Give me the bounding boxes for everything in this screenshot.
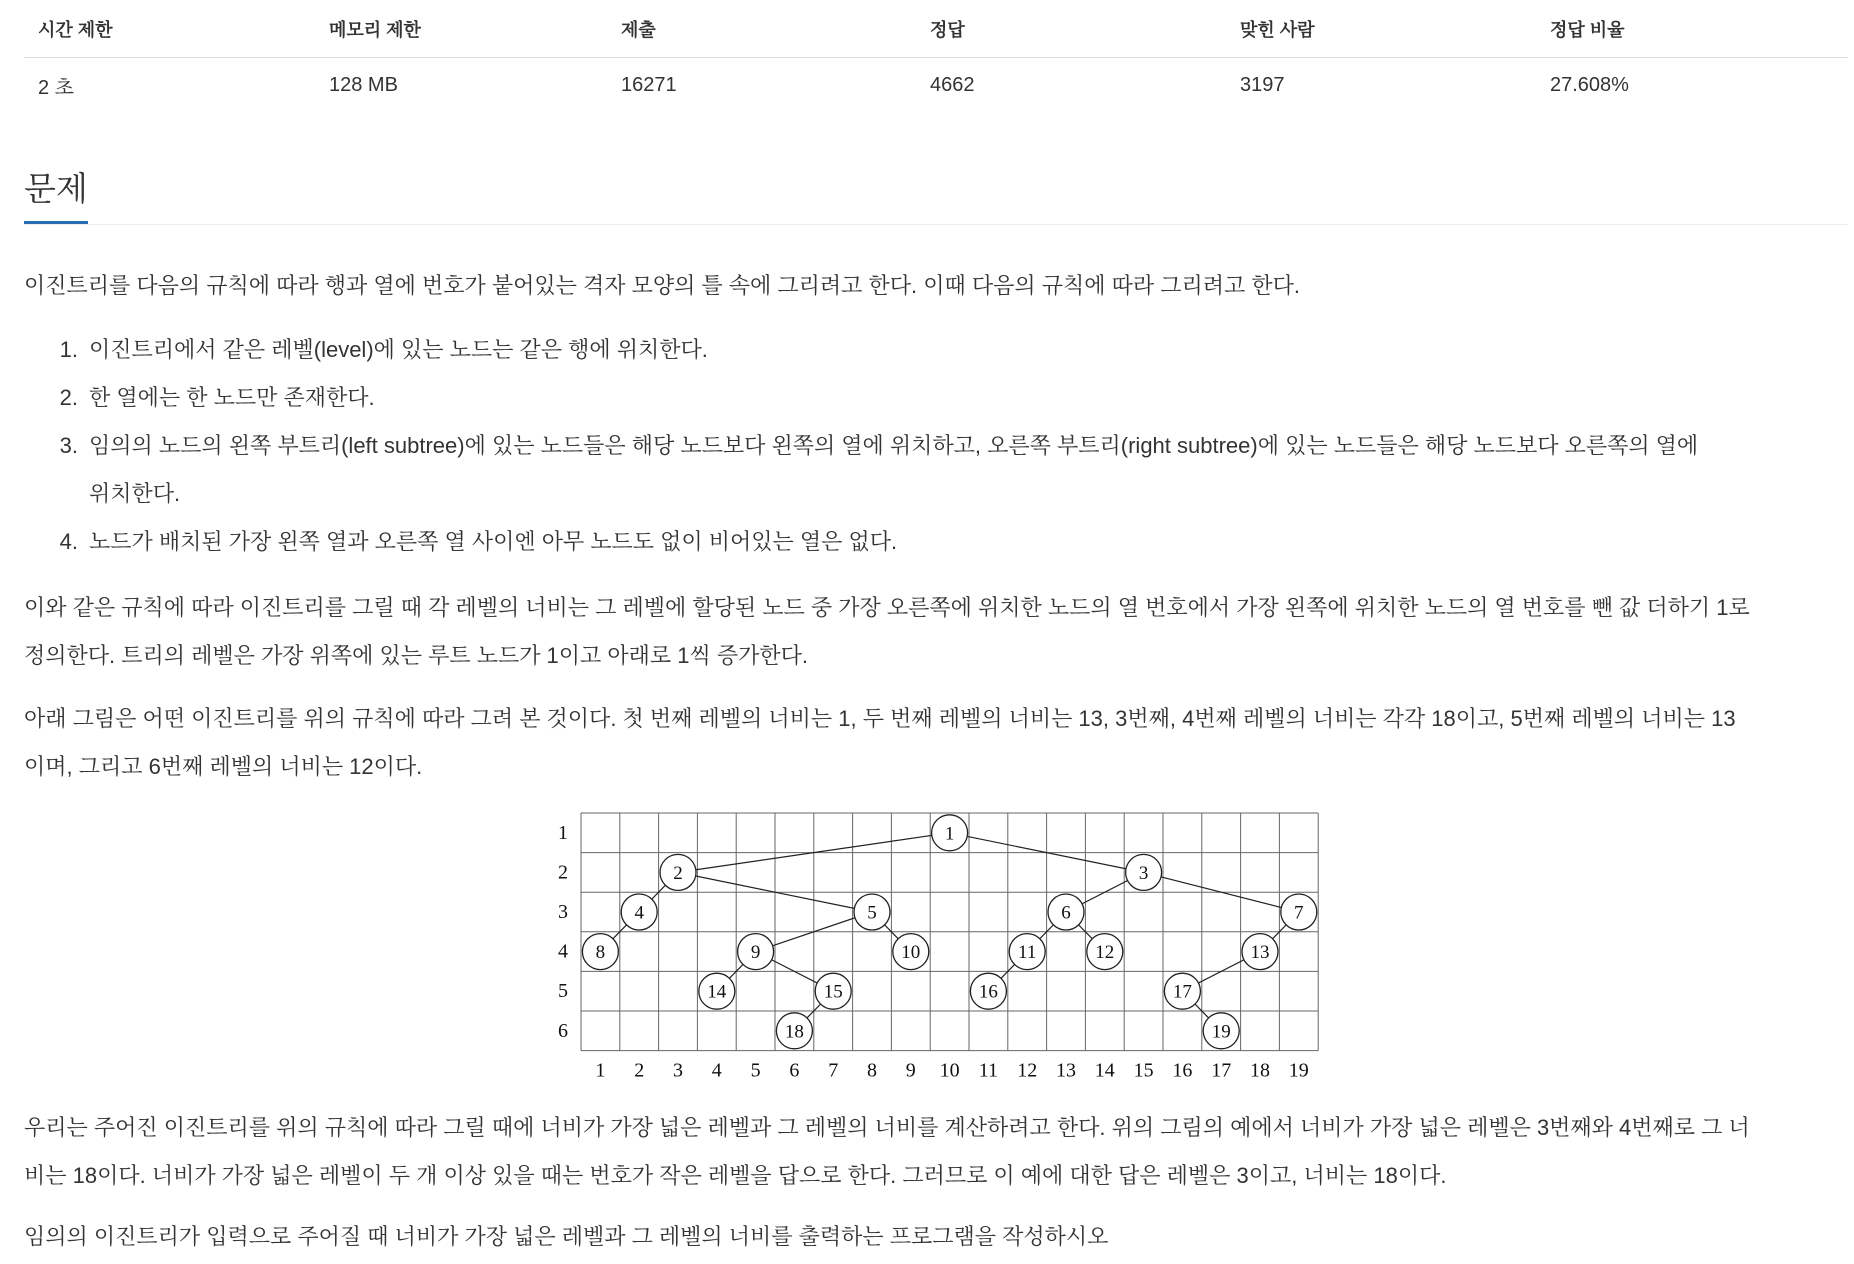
tree-node bbox=[1087, 934, 1123, 970]
problem-info-header-row bbox=[24, 0, 1848, 58]
column-label: 8 bbox=[867, 1059, 877, 1082]
column-label: 11 bbox=[978, 1059, 999, 1082]
node-label: 4 bbox=[634, 902, 644, 924]
node-label: 7 bbox=[1294, 902, 1304, 924]
tree-node bbox=[1164, 973, 1200, 1009]
tree-node bbox=[582, 934, 618, 970]
rule-text: 이진트리에서 같은 레벨(level)에 있는 노드는 같은 행에 위치한다. bbox=[89, 337, 708, 362]
width-definition-paragraph bbox=[24, 584, 1848, 680]
tree-node bbox=[1242, 934, 1278, 970]
submissions-value: 16271 bbox=[621, 73, 677, 96]
column-label: 15 bbox=[1133, 1059, 1154, 1082]
problem-page bbox=[24, 0, 1848, 1261]
column-label: 1 bbox=[595, 1059, 606, 1082]
task-paragraph: 임의의 이진트리가 입력으로 주어질 때 너비가 가장 넓은 레벨과 그 레벨의 너비를 출력하는 프로그램을 작성하시오 bbox=[24, 1224, 1109, 1249]
node-label: 8 bbox=[595, 942, 606, 964]
problem-info-table bbox=[24, 0, 1848, 112]
column-label: 3 bbox=[673, 1059, 683, 1082]
rule-item bbox=[24, 326, 1848, 374]
tree-node bbox=[776, 1013, 812, 1049]
header-memory-limit: 메모리 제한 bbox=[315, 0, 607, 58]
header-accepted: 정답 bbox=[916, 0, 1226, 58]
paragraph-line: 이와 같은 규칙에 따라 이진트리를 그릴 때 각 레벨의 너비는 그 레벨에 할당된 노드 중 가장 오른쪽에 위치한 노드의 열 번호에서 가장 왼쪽에 위치한 노드의 열 번호를 뺀 값 더하기 1로 bbox=[24, 595, 1750, 620]
problem-heading: 문제 bbox=[24, 167, 88, 224]
rule-number: 2. bbox=[59, 385, 78, 410]
tree-node bbox=[699, 973, 735, 1009]
tree-node bbox=[738, 934, 774, 970]
tree-node bbox=[660, 854, 696, 890]
paragraph-line: 이며, 그리고 6번째 레벨의 너비는 12이다. bbox=[24, 754, 423, 779]
example-description-paragraph bbox=[24, 695, 1848, 791]
tree-node bbox=[1048, 894, 1084, 930]
paragraph-line: 우리는 주어진 이진트리를 위의 규칙에 따라 그릴 때에 너비가 가장 넓은 레벨과 그 레벨의 너비를 계산하려고 한다. 위의 그림의 예에서 너비가 가장 넓은 레벨은 3번째와 4번째로 그 너 bbox=[24, 1115, 1750, 1140]
row-label: 3 bbox=[558, 901, 568, 923]
node-label: 9 bbox=[750, 942, 761, 964]
tree-node bbox=[621, 894, 657, 930]
rules-list bbox=[24, 326, 1848, 566]
header-time-limit: 시간 제한 bbox=[24, 0, 315, 58]
rule-item bbox=[24, 374, 1848, 422]
tree-node bbox=[970, 973, 1006, 1009]
accept-ratio-value: 27.608% bbox=[1550, 73, 1629, 96]
row-labels bbox=[558, 822, 568, 1042]
node-label: 3 bbox=[1138, 862, 1149, 884]
rule-number: 3. bbox=[59, 433, 78, 458]
column-label: 4 bbox=[711, 1059, 722, 1082]
column-label: 12 bbox=[1017, 1059, 1038, 1082]
column-label: 19 bbox=[1288, 1059, 1309, 1082]
node-label: 5 bbox=[867, 902, 877, 924]
row-label: 6 bbox=[558, 1019, 568, 1042]
node-label: 16 bbox=[978, 981, 998, 1003]
column-label: 2 bbox=[634, 1059, 645, 1082]
column-label: 10 bbox=[939, 1059, 960, 1082]
tree-node bbox=[932, 815, 968, 851]
header-submissions: 제출 bbox=[607, 0, 916, 58]
column-label: 6 bbox=[789, 1059, 800, 1082]
tree-node bbox=[1281, 894, 1317, 930]
node-label: 14 bbox=[707, 981, 727, 1003]
node-label: 17 bbox=[1172, 981, 1192, 1003]
rule-text: 노드가 배치된 가장 왼쪽 열과 오른쪽 열 사이엔 아무 노드도 없이 비어있는 열은 없다. bbox=[89, 529, 898, 554]
time-limit-value: 2 초 bbox=[38, 76, 74, 99]
problem-intro: 이진트리를 다음의 규칙에 따라 행과 열에 번호가 붙어있는 격자 모양의 틀 속에 그리려고 한다. 이때 다음의 규칙에 따라 그리려고 한다. bbox=[24, 273, 1300, 298]
tree-node bbox=[1126, 854, 1162, 890]
memory-limit-value: 128 MB bbox=[329, 73, 398, 96]
rule-text: 위치한다. bbox=[89, 481, 181, 506]
tree-node bbox=[1203, 1013, 1239, 1049]
tree-node bbox=[854, 894, 890, 930]
column-label: 16 bbox=[1172, 1059, 1193, 1082]
header-solved-users: 맞힌 사람 bbox=[1226, 0, 1536, 58]
row-label: 5 bbox=[558, 980, 568, 1003]
node-label: 15 bbox=[823, 981, 843, 1003]
rule-item bbox=[24, 518, 1848, 566]
node-label: 1 bbox=[944, 823, 955, 845]
tree-node bbox=[1009, 934, 1045, 970]
solved-users-value: 3197 bbox=[1240, 73, 1285, 96]
header-accept-ratio: 정답 비율 bbox=[1536, 0, 1848, 58]
column-label: 17 bbox=[1211, 1059, 1232, 1082]
rule-number: 4. bbox=[59, 529, 78, 554]
column-label: 5 bbox=[750, 1059, 761, 1082]
rule-number: 1. bbox=[59, 337, 78, 362]
node-label: 2 bbox=[673, 862, 683, 884]
row-label: 1 bbox=[558, 821, 568, 844]
column-labels bbox=[595, 1060, 1308, 1082]
problem-info-value-row bbox=[24, 58, 1848, 113]
accepted-value: 4662 bbox=[930, 73, 975, 96]
node-label: 19 bbox=[1211, 1021, 1231, 1043]
rule-text: 한 열에는 한 노드만 존재한다. bbox=[89, 385, 375, 410]
column-label: 7 bbox=[828, 1059, 839, 1082]
binary-tree-grid-figure bbox=[546, 795, 1326, 1087]
paragraph-line: 정의한다. 트리의 레벨은 가장 위쪽에 있는 루트 노드가 1이고 아래로 1씩 증가한다. bbox=[24, 643, 808, 668]
rule-text: 임의의 노드의 왼쪽 부트리(left subtree)에 있는 노드들은 해당 노드보다 왼쪽의 열에 위치하고, 오른쪽 부트리(right subtree)에 있는 노드들은 해당 노드보다 오른쪽의 열에 bbox=[89, 433, 1699, 458]
node-label: 11 bbox=[1018, 942, 1037, 964]
node-label: 18 bbox=[784, 1021, 804, 1043]
column-label: 13 bbox=[1056, 1059, 1076, 1082]
rule-item bbox=[24, 422, 1848, 518]
row-label: 2 bbox=[558, 861, 568, 884]
column-label: 9 bbox=[905, 1059, 916, 1082]
column-label: 14 bbox=[1094, 1059, 1115, 1082]
node-label: 10 bbox=[901, 942, 921, 964]
node-label: 6 bbox=[1061, 902, 1071, 924]
node-label: 13 bbox=[1250, 942, 1270, 964]
column-label: 18 bbox=[1250, 1059, 1270, 1082]
node-label: 12 bbox=[1095, 942, 1115, 964]
tree-node bbox=[815, 973, 851, 1009]
answer-explanation-paragraph bbox=[24, 1104, 1848, 1200]
row-label: 4 bbox=[558, 940, 568, 963]
problem-headline bbox=[24, 167, 1848, 225]
paragraph-line: 아래 그림은 어떤 이진트리를 위의 규칙에 따라 그려 본 것이다. 첫 번째 레벨의 너비는 1, 두 번째 레벨의 너비는 13, 3번째, 4번째 레벨의 너비는 각각 18이고, 5번째 레벨의 너비는 13 bbox=[24, 706, 1736, 731]
paragraph-line: 비는 18이다. 너비가 가장 넓은 레벨이 두 개 이상 있을 때는 번호가 작은 레벨을 답으로 한다. 그러므로 이 예에 대한 답은 레벨은 3이고, 너비는 18이다. bbox=[24, 1163, 1447, 1188]
tree-node bbox=[893, 934, 929, 970]
